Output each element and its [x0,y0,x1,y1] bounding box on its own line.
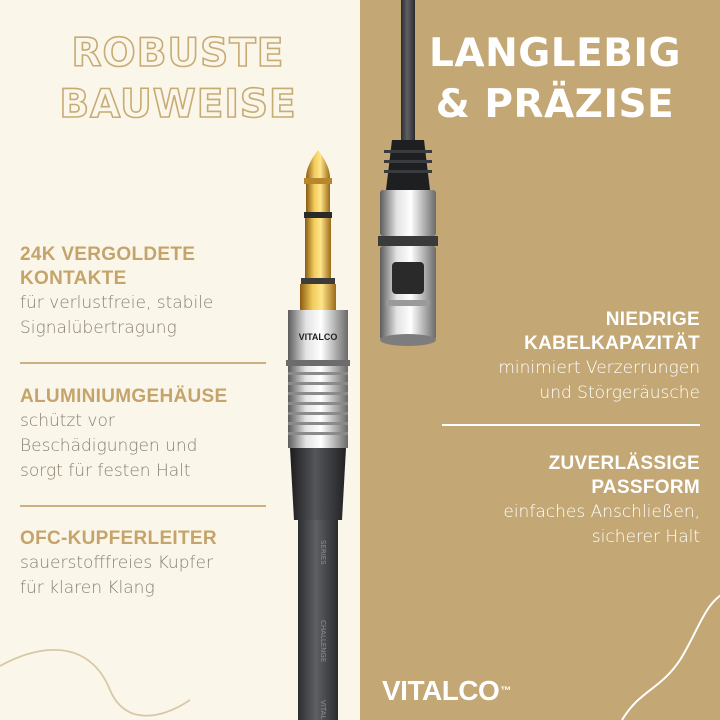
cable-print-vital: VITAL [319,700,327,720]
feature-heading: OFC-KUPFERLEITER [20,528,217,549]
left-section-title: ROBUSTE BAUWEISE [59,31,297,127]
feature-description: schützt vor Beschädigungen und sorgt für festen Halt [20,411,198,481]
jack-brand-label: VITALCO [298,332,338,342]
feature-description: minimiert Verzerrungen und Störgeräusche [498,358,700,403]
feature-heading: ALUMINIUMGEHÄUSE [20,386,228,407]
brand-name: VITALCO [382,675,500,706]
divider [20,505,266,507]
feature-gold-contacts [20,243,290,341]
jack-plug-icon [286,150,350,720]
wave-line-left [0,650,190,716]
feature-ofc-copper [20,527,290,601]
feature-heading: 24K VERGOLDETE KONTAKTE [20,244,196,289]
divider [442,424,700,426]
feature-aluminium-housing [20,385,290,484]
right-section-title: LANGLEBIG & PRÄZISE [429,31,681,127]
feature-heading: NIEDRIGE KABELKAPAZITÄT [524,309,700,354]
cable-print-series: SERIES [319,540,327,565]
wave-line-right [622,590,720,720]
feature-reliable-fit [400,452,700,550]
cable-print-challenge: CHALLENGE [319,620,327,663]
feature-low-capacitance [400,308,700,406]
feature-description: sauerstofffreies Kupfer für klaren Klang [20,553,213,598]
feature-description: einfaches Anschließen, sicherer Halt [503,502,700,547]
feature-description: für verlustfreie, stabile Signalübertragung [20,293,214,338]
feature-heading: ZUVERLÄSSIGE PASSFORM [548,453,700,498]
trademark-symbol: ™ [500,685,511,697]
brand-logo [382,676,511,706]
divider [20,362,266,364]
